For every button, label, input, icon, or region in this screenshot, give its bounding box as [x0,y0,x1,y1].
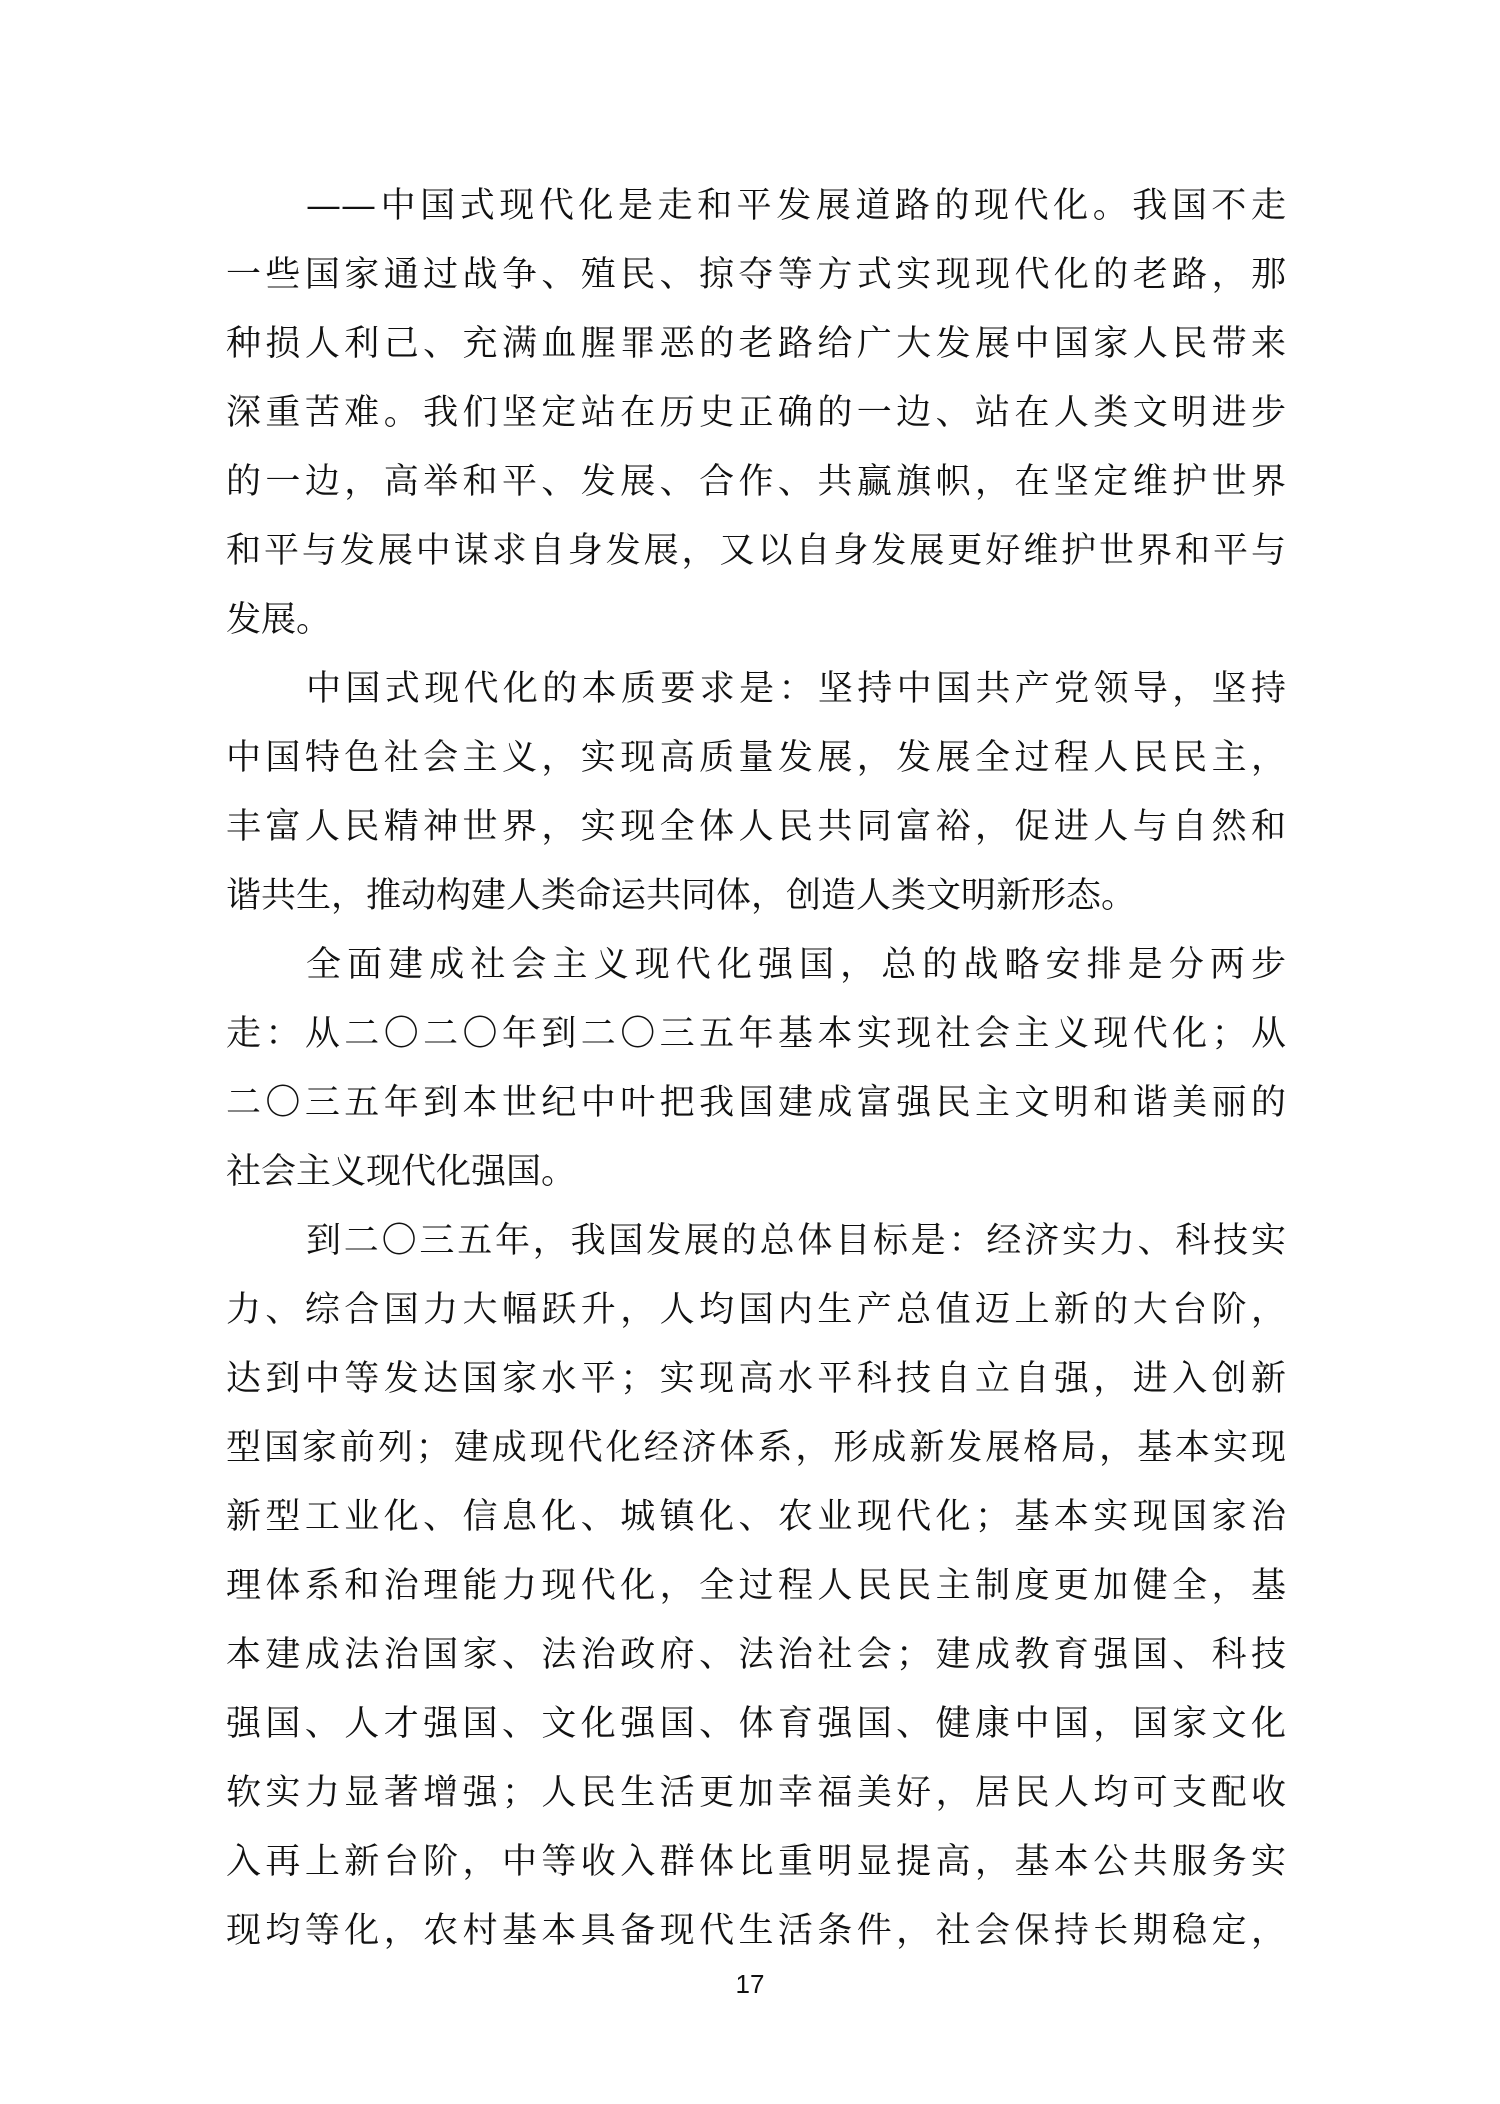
text-line: 本建成法治国家、法治政府、法治社会；建成教育强国、科技 [226,1635,1286,1675]
text-line: 谐共生，推动构建人类命运共同体，创造人类文明新形态。 [226,876,1137,916]
text-line: 中国式现代化的本质要求是：坚持中国共产党领导，坚持 [306,669,1286,709]
page-number: 17 [735,1969,765,1999]
text-line: ——中国式现代化是走和平发展道路的现代化。我国不走 [306,186,1286,226]
text-line: 深重苦难。我们坚定站在历史正确的一边、站在人类文明进步 [226,393,1286,433]
text-line: 中国特色社会主义，实现高质量发展，发展全过程人民民主， [226,738,1286,778]
text-line: 发展。 [226,600,332,640]
text-line: 现均等化，农村基本具备现代生活条件，社会保持长期稳定， [226,1911,1286,1951]
text-line: 软实力显著增强；人民生活更加幸福美好，居民人均可支配收 [226,1773,1286,1813]
text-line: 达到中等发达国家水平；实现高水平科技自立自强，进入创新 [226,1359,1286,1399]
text-line: 和平与发展中谋求自身发展，又以自身发展更好维护世界和平与 [226,531,1286,571]
text-line: 新型工业化、信息化、城镇化、农业现代化；基本实现国家治 [226,1497,1286,1537]
text-line: 丰富人民精神世界，实现全体人民共同富裕，促进人与自然和 [226,807,1286,847]
text-line: 到二〇三五年，我国发展的总体目标是：经济实力、科技实 [306,1221,1286,1261]
text-line: 入再上新台阶，中等收入群体比重明显提高，基本公共服务实 [226,1842,1286,1882]
text-line: 的一边，高举和平、发展、合作、共赢旗帜，在坚定维护世界 [226,462,1286,502]
text-line: 一些国家通过战争、殖民、掠夺等方式实现现代化的老路，那 [226,255,1286,295]
text-line: 理体系和治理能力现代化，全过程人民民主制度更加健全，基 [226,1566,1286,1606]
text-line: 力、综合国力大幅跃升，人均国内生产总值迈上新的大台阶， [226,1290,1286,1330]
text-line: 种损人利己、充满血腥罪恶的老路给广大发展中国家人民带来 [226,324,1286,364]
text-line: 型国家前列；建成现代化经济体系，形成新发展格局，基本实现 [226,1428,1286,1468]
text-line: 全面建成社会主义现代化强国，总的战略安排是分两步 [306,945,1286,985]
text-line: 走：从二〇二〇年到二〇三五年基本实现社会主义现代化；从 [226,1014,1286,1054]
text-line: 强国、人才强国、文化强国、体育强国、健康中国，国家文化 [226,1704,1286,1744]
text-line: 二〇三五年到本世纪中叶把我国建成富强民主文明和谐美丽的 [226,1083,1286,1123]
text-line: 社会主义现代化强国。 [226,1152,577,1192]
